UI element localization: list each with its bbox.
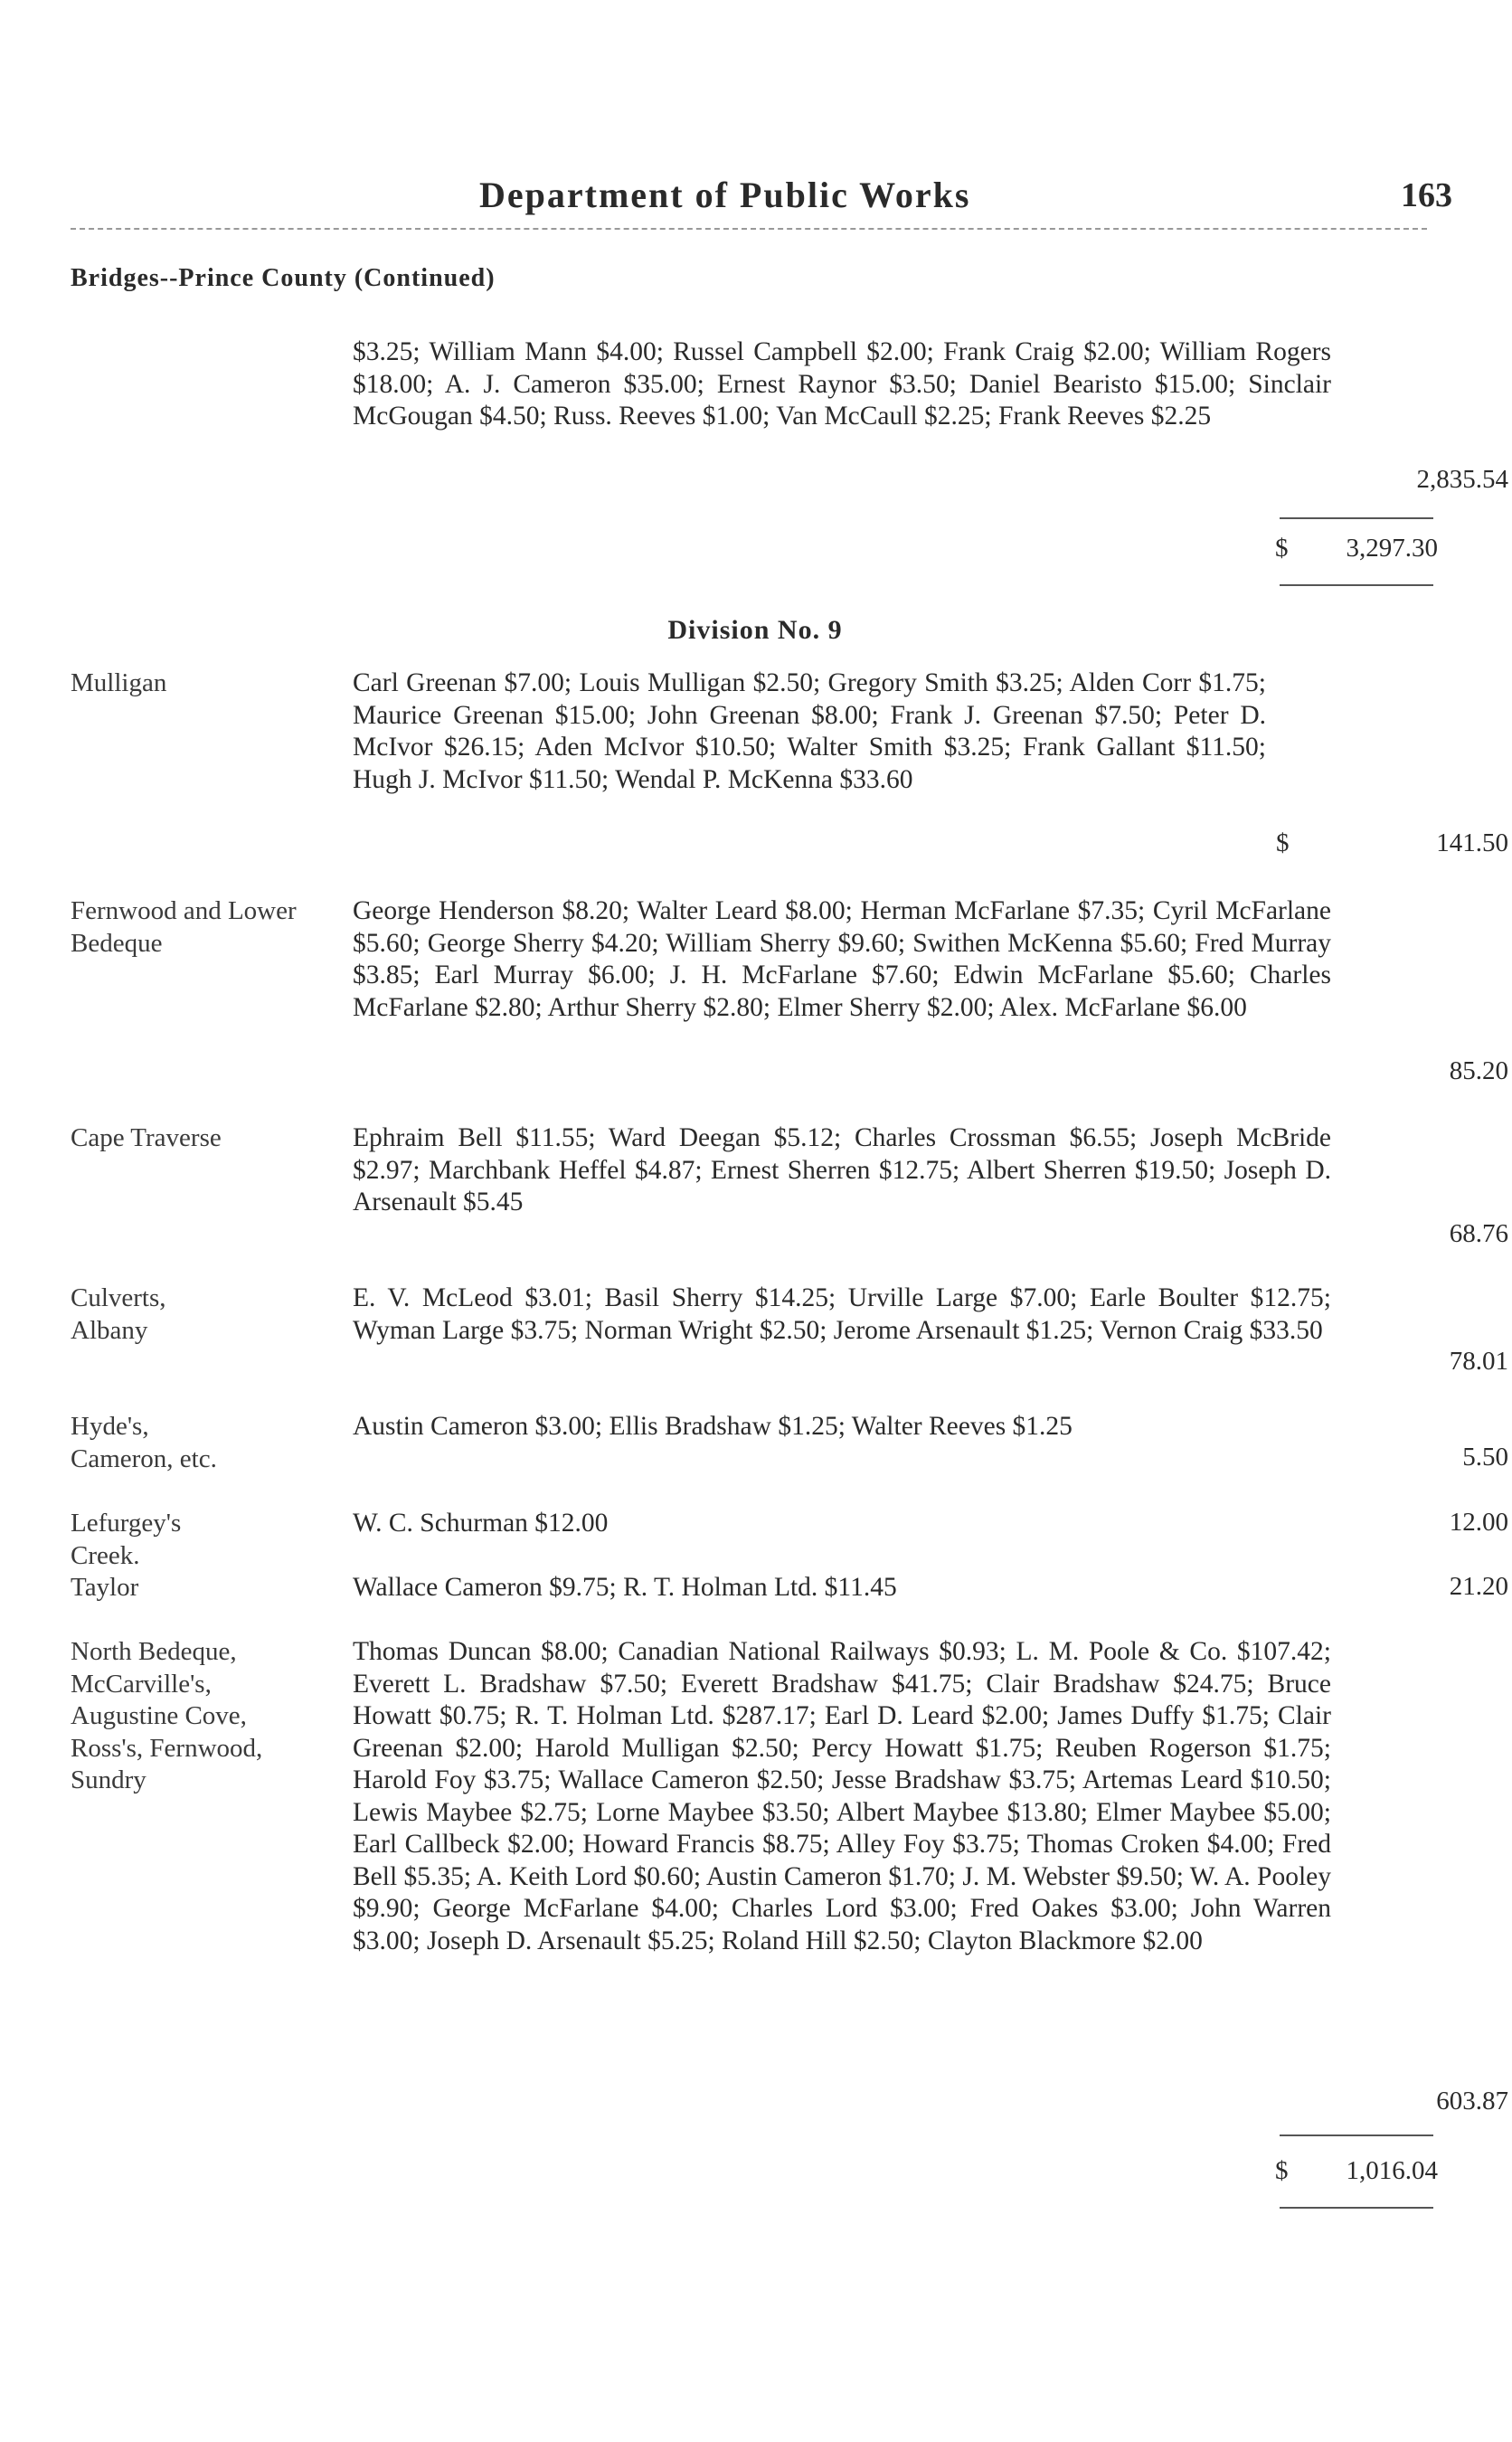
entry-amount: 21.20	[1449, 1572, 1508, 1601]
entry-text: $3.25; William Mann $4.00; Russel Campbell $2.00; Frank Craig $2.00; William Rogers $18.00; A. J. Cameron $35.00; Ernest Raynor $3.50; Daniel Bearisto $15.00; Sinclair McGougan $4.50; Russ. Reeves $1.00; Van McCaull $2.25; Frank Reeves $2.25	[353, 337, 1331, 431]
entry-text: Ephraim Bell $11.55; Ward Deegan $5.12; Charles Crossman $6.55; Joseph McBride $2.97; Marchbank Heffel $4.87; Ernest Sherren $12.75; Albert Sherren $19.50; Joseph D. Arsenault $5.45	[353, 1123, 1331, 1216]
entry-place: Mulligan	[71, 668, 167, 697]
entry-place: Fernwood and Lower Bedeque	[71, 896, 297, 958]
entry-text: E. V. McLeod $3.01; Basil Sherry $14.25; Urville Large $7.00; Earle Boulter $12.75; Wyman Large $3.75; Norman Wright $2.50; Jerome Arsenault $1.25; Vernon Craig $33.50	[353, 1283, 1331, 1345]
entry-text: W. C. Schurman $12.00	[353, 1509, 609, 1538]
page-number: 163	[1401, 176, 1452, 214]
page-header-title: Department of Public Works	[479, 175, 971, 215]
entry-amount: 68.76	[1449, 1219, 1508, 1248]
entry-place: Lefurgey's Creek.	[71, 1509, 182, 1570]
entry-amount: 12.00	[1449, 1508, 1508, 1537]
running-section-head: Bridges--Prince County (Continued)	[71, 264, 496, 292]
entry-amount: 603.87	[1436, 2087, 1508, 2115]
entry-amount: 2,835.54	[1416, 465, 1508, 494]
subtotal-rule	[1280, 2134, 1433, 2136]
entry-place: Cape Traverse	[71, 1123, 222, 1152]
entry-text: Thomas Duncan $8.00; Canadian National Railways $0.93; L. M. Poole & Co. $107.42; Everett L. Bradshaw $7.50; Everett Bradshaw $41.75; Clair Bradshaw $24.75; Bruce Howatt $0.75; R. T. Holman Ltd. $287.17; Earl D. Leard $2.00; James Duffy $1.75; Clair Greenan $2.00; Harold Mulligan $2.50; Percy Howatt $1.75; Reuben Rogerson $1.75; Harold Foy $3.75; Wallace Cameron $2.50; Jesse Bradshaw $3.75; Artemas Leard $10.50; Lewis Maybee $2.75; Lorne Maybee $3.50; Albert Maybee $13.80; Elmer Maybee $5.00; Earl Callbeck $2.00; Howard Francis $8.75; Alley Foy $3.75; Thomas Croken $4.00; Fred Bell $5.35; A. Keith Lord $0.60; Austin Cameron $1.70; J. M. Webster $9.50; W. A. Pooley $9.90; George McFarlane $4.00; Charles Lord $3.00; Fred Oakes $3.00; John Warren $3.00; Joseph D. Arsenault $5.25; Roland Hill $2.50; Clayton Blackmore $2.00	[353, 1637, 1332, 1955]
entry-place: Culverts, Albany	[71, 1283, 166, 1345]
subtotal-rule	[1280, 517, 1433, 519]
total-underline	[1280, 2207, 1433, 2209]
currency-symbol: $	[1275, 534, 1289, 563]
entry-text: Wallace Cameron $9.75; R. T. Holman Ltd. $11.45	[353, 1573, 897, 1602]
entry-text: George Henderson $8.20; Walter Leard $8.00; Herman McFarlane $7.35; Cyril McFarlane $5.60; George Sherry $4.20; William Sherry $9.60; Swithen McKenna $5.60; Fred Murray $3.85; Earl Murray $6.00; J. H. McFarlane $7.60; Edwin McFarlane $5.60; Charles McFarlane $2.80; Arthur Sherry $2.80; Elmer Sherry $2.00; Alex. McFarlane $6.00	[353, 896, 1331, 1022]
entry-text: Austin Cameron $3.00; Ellis Bradshaw $1.25; Walter Reeves $1.25	[353, 1412, 1073, 1441]
entry-amount: 78.01	[1449, 1347, 1508, 1376]
currency-symbol: $	[1275, 2156, 1289, 2185]
entry-amount: 85.20	[1449, 1056, 1508, 1085]
total-amount: 1,016.04	[1346, 2156, 1438, 2185]
total-amount: 3,297.30	[1346, 534, 1438, 563]
entry-place: Hyde's, Cameron, etc.	[71, 1412, 217, 1473]
currency-symbol: $	[1276, 828, 1290, 857]
entry-amount: 141.50	[1436, 828, 1508, 857]
entry-place: North Bedeque, McCarville's, Augustine Cove, Ross's, Fernwood, Sundry	[71, 1637, 263, 1794]
entry-place: Taylor	[71, 1573, 139, 1602]
division-heading: Division No. 9	[667, 615, 843, 645]
total-underline	[1280, 584, 1433, 586]
entry-text: Carl Greenan $7.00; Louis Mulligan $2.50; Gregory Smith $3.25; Alden Corr $1.75; Maurice Greenan $15.00; John Greenan $8.00; Frank J. Greenan $7.50; Peter D. McIvor $26.15; Aden McIvor $10.50; Walter Smith $3.25; Frank Gallant $11.50; Hugh J. McIvor $11.50; Wendal P. McKenna $33.60	[353, 668, 1266, 794]
entry-amount: 5.50	[1462, 1443, 1508, 1472]
header-divider	[71, 228, 1427, 230]
